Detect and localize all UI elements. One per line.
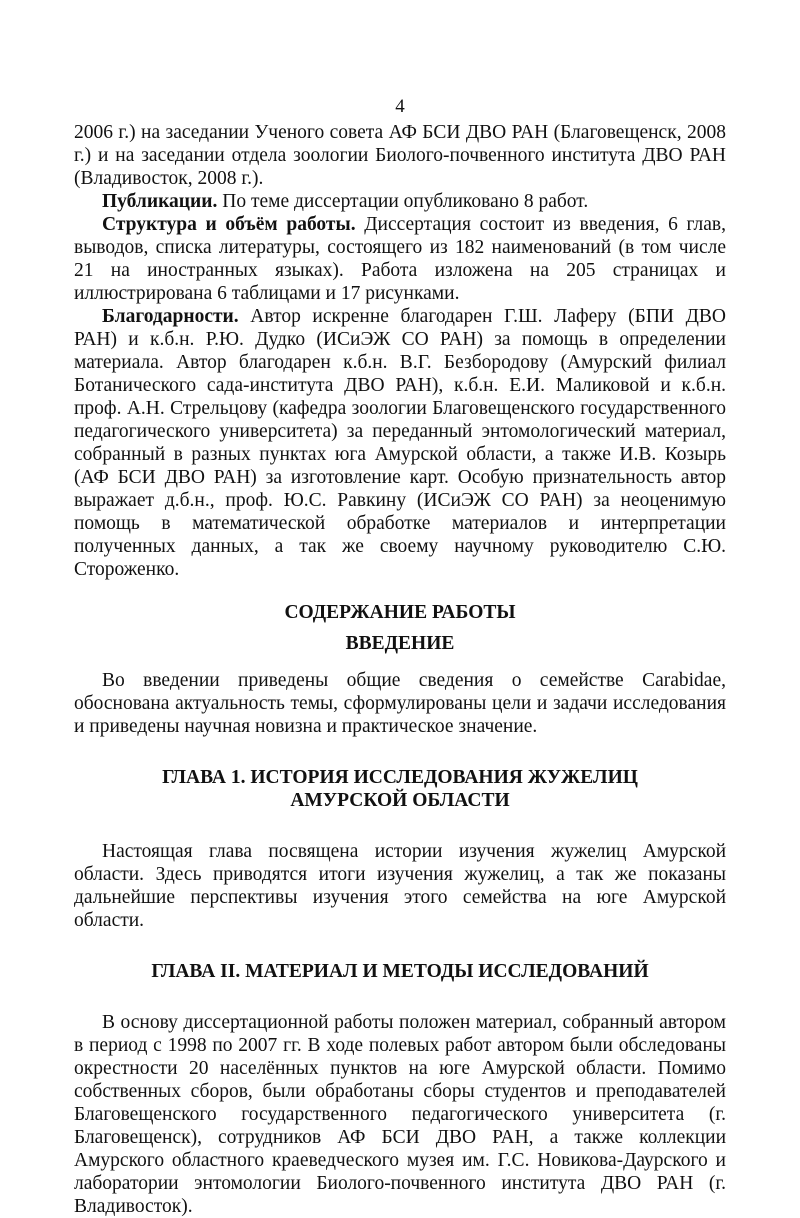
chapter2-heading: ГЛАВА II. МАТЕРИАЛ И МЕТОДЫ ИССЛЕДОВАНИЙ: [151, 961, 649, 982]
paragraph-publications: [74, 190, 726, 213]
contents-heading: СОДЕРЖАНИЕ РАБОТЫ: [284, 602, 516, 623]
publications-lead: Публикации.: [102, 191, 218, 212]
publications-text: По теме диссертации опубликовано 8 работ.: [217, 191, 589, 212]
structure-text: Диссертация состоит из введения, 6 глав, выводов, списка литературы, состоящего из 182 наименований (в том числе 21 на иностранных языках). Работа изложена на 205 страницах и иллюстрирована 6 таблицами и 17 рисунками.: [74, 214, 726, 304]
introduction-text: Во введении приведены общие сведения о семействе Carabidae, обоснована актуальность темы, сформулированы цели и задачи исследования и приведены научная новизна и практическое значение.: [74, 670, 726, 737]
document-page: [74, 96, 726, 1218]
chapter1-text: Настоящая глава посвящена истории изучения жужелиц Амурской области. Здесь приводятся итоги изучения жужелиц, а так же показаны дальнейшие перспективы изучения этого семейства на юге Амурской области.: [74, 841, 726, 931]
paragraph-acknowledgements: [74, 305, 726, 581]
structure-lead: Структура и объём работы.: [102, 214, 356, 235]
chapter1-heading-line1: ГЛАВА 1. ИСТОРИЯ ИССЛЕДОВАНИЯ ЖУЖЕЛИЦ: [162, 767, 638, 788]
paragraph-defense-venues: 2006 г.) на заседании Ученого совета АФ БСИ ДВО РАН (Благовещенск, 2008 г.) и на заседании отдела зоологии Биолого-почвенного института ДВО РАН (Владивосток, 2008 г.).: [74, 122, 726, 189]
page-number: 4: [395, 96, 405, 117]
paragraph-structure: [74, 213, 726, 305]
introduction-heading: ВВЕДЕНИЕ: [345, 633, 455, 654]
acknowledgements-text: Автор искренне благодарен Г.Ш. Лаферу (БПИ ДВО РАН) и к.б.н. Р.Ю. Дудко (ИСиЭЖ СО РАН) за помощь в определении материала. Автор благодарен к.б.н. В.Г. Безбородову (Амурский филиал Ботанического сада-института ДВО РАН), к.б.н. Е.И. Маликовой и к.б.н. проф. А.Н. Стрельцову (кафедра зоологии Благовещенского государственного педагогического университета) за переданный энтомологический материал, собранный в разных пунктах юга Амурской области, а также И.В. Козырь (АФ БСИ ДВО РАН) за изготовление карт. Особую признательность автор выражает д.б.н., проф. Ю.С. Равкину (ИСиЭЖ СО РАН) за неоценимую помощь в математической обработке материалов и интерпретации полученных данных, а так же своему научному руководителю С.Ю. Стороженко.: [74, 306, 726, 580]
acknowledgements-lead: Благодарности.: [102, 306, 239, 327]
chapter1-heading-line2: АМУРСКОЙ ОБЛАСТИ: [290, 790, 510, 811]
chapter2-text: В основу диссертационной работы положен материал, собранный автором в период с 1998 по 2007 гг. В ходе полевых работ автором были обследованы окрестности 20 населённых пунктов на юге Амурской области. Помимо собственных сборов, были обработаны сборы студентов и преподавателей Благовещенского государственного педагогического университета (г. Благовещенск), сотрудников АФ БСИ ДВО РАН, а также коллекции Амурского областного краеведческого музея им. Г.С. Новикова-Даурского и лаборатории энтомологии Биолого-почвенного института ДВО РАН (г. Владивосток).: [74, 1012, 726, 1217]
chapter1-heading: [74, 766, 726, 812]
